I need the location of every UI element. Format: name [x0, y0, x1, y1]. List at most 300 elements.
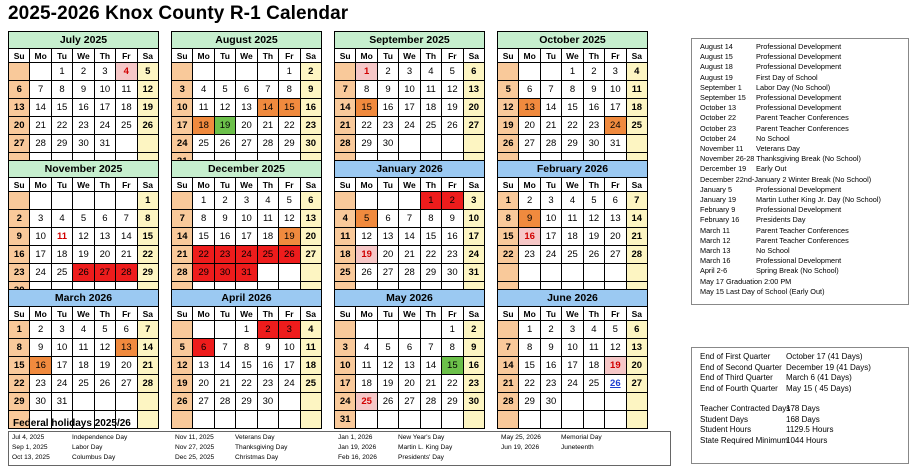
weekday-header: Sa	[626, 49, 647, 63]
total-label: Student Days	[700, 414, 749, 424]
day-cell: 10	[562, 339, 583, 357]
weekday-header: We	[399, 307, 420, 321]
month-header: March 2026	[9, 290, 159, 307]
day-cell: 15	[236, 357, 257, 375]
weekday-header: We	[73, 49, 94, 63]
day-cell: 15	[9, 357, 30, 375]
federal-holidays-table	[8, 431, 671, 466]
day-cell	[335, 63, 356, 81]
federal-holiday-name: Veterans Day	[235, 434, 275, 441]
day-cell: 14	[540, 99, 561, 117]
day-cell: 26	[583, 246, 604, 264]
day-cell: 1	[356, 63, 377, 81]
day-cell: 18	[193, 117, 214, 135]
day-cell: 2	[214, 192, 235, 210]
day-cell	[498, 63, 519, 81]
weekday-header: Su	[498, 307, 519, 321]
total-value: 168 Days	[786, 414, 820, 424]
day-cell: 17	[540, 228, 561, 246]
day-cell: 9	[30, 339, 51, 357]
day-cell: 31	[605, 135, 626, 153]
day-cell: 23	[442, 246, 463, 264]
weekday-header: Su	[498, 49, 519, 63]
day-cell: 9	[540, 339, 561, 357]
day-cell: 23	[583, 117, 604, 135]
day-cell: 5	[377, 339, 398, 357]
day-cell: 24	[279, 375, 300, 393]
event-description: No School	[756, 246, 790, 255]
day-cell	[562, 393, 583, 411]
day-cell: 22	[442, 375, 463, 393]
day-cell: 24	[335, 393, 356, 411]
month-header: October 2025	[498, 32, 648, 49]
day-cell: 8	[236, 339, 257, 357]
day-cell: 12	[137, 81, 158, 99]
day-cell: 11	[335, 228, 356, 246]
day-cell: 20	[116, 357, 137, 375]
day-cell: 28	[335, 135, 356, 153]
day-cell: 2	[73, 63, 94, 81]
federal-holiday-date: May 25, 2026	[501, 434, 541, 441]
day-cell: 22	[137, 246, 158, 264]
quarter-value: May 15 ( 45 Days)	[786, 383, 852, 393]
day-cell: 28	[116, 264, 137, 282]
day-cell: 7	[399, 210, 420, 228]
day-cell: 20	[399, 375, 420, 393]
day-cell: 10	[172, 99, 193, 117]
day-cell: 18	[257, 228, 278, 246]
day-cell: 25	[193, 135, 214, 153]
day-cell: 14	[137, 339, 158, 357]
day-cell: 17	[335, 375, 356, 393]
day-cell: 30	[463, 393, 484, 411]
weekday-header: Su	[172, 178, 193, 192]
weekday-header: Th	[420, 178, 441, 192]
day-cell: 3	[30, 210, 51, 228]
day-cell: 3	[172, 81, 193, 99]
day-cell: 24	[463, 246, 484, 264]
event-description: Professional Development	[756, 184, 842, 194]
day-cell: 21	[257, 117, 278, 135]
day-cell: 26	[442, 117, 463, 135]
day-cell	[519, 264, 540, 282]
day-cell: 21	[420, 375, 441, 393]
day-cell: 6	[399, 339, 420, 357]
day-cell: 17	[172, 117, 193, 135]
day-cell: 13	[519, 99, 540, 117]
weekday-header: Tu	[540, 178, 561, 192]
day-cell	[9, 63, 30, 81]
event-date: March 11	[700, 225, 730, 235]
weekday-header: Th	[583, 178, 604, 192]
day-cell	[540, 63, 561, 81]
weekday-header: We	[73, 178, 94, 192]
day-cell: 29	[236, 393, 257, 411]
month-header: May 2026	[335, 290, 485, 307]
day-cell: 19	[605, 357, 626, 375]
day-cell: 25	[583, 375, 604, 393]
event-date: October 23	[700, 123, 737, 133]
day-cell: 24	[399, 117, 420, 135]
weekday-header: Tu	[377, 49, 398, 63]
day-cell	[399, 192, 420, 210]
day-cell: 15	[519, 357, 540, 375]
day-cell: 6	[193, 339, 214, 357]
weekday-header: We	[562, 178, 583, 192]
day-cell: 11	[583, 339, 604, 357]
day-cell: 11	[300, 339, 321, 357]
day-cell: 29	[420, 264, 441, 282]
day-cell: 5	[94, 321, 115, 339]
weekday-header: Th	[257, 49, 278, 63]
day-cell: 14	[626, 210, 647, 228]
weekday-header: Tu	[51, 49, 72, 63]
quarter-value: December 19 (41 Days)	[786, 362, 871, 372]
day-cell: 17	[605, 99, 626, 117]
day-cell: 13	[399, 357, 420, 375]
day-cell: 6	[300, 192, 321, 210]
month-april-2026	[171, 289, 322, 429]
day-cell: 12	[356, 228, 377, 246]
day-cell	[626, 264, 647, 282]
day-cell: 25	[116, 117, 137, 135]
day-cell: 19	[356, 246, 377, 264]
month-june-2026	[497, 289, 648, 429]
day-cell: 19	[279, 228, 300, 246]
day-cell: 3	[399, 63, 420, 81]
day-cell: 3	[94, 63, 115, 81]
day-cell: 18	[300, 357, 321, 375]
total-label: State Required Minimum	[700, 435, 789, 445]
day-cell	[94, 393, 115, 411]
day-cell: 6	[605, 192, 626, 210]
day-cell	[540, 411, 561, 429]
day-cell: 27	[300, 246, 321, 264]
day-cell: 25	[335, 264, 356, 282]
day-cell: 10	[51, 339, 72, 357]
weekday-header: Th	[420, 307, 441, 321]
month-header: April 2026	[172, 290, 322, 307]
day-cell: 15	[442, 357, 463, 375]
day-cell	[214, 63, 235, 81]
day-cell: 9	[257, 339, 278, 357]
day-cell: 21	[626, 228, 647, 246]
weekday-header: Fr	[279, 307, 300, 321]
federal-holiday-date: Jan 19, 2026	[338, 444, 377, 451]
day-cell	[498, 264, 519, 282]
day-cell: 2	[519, 192, 540, 210]
event-row	[700, 134, 790, 143]
day-cell: 14	[116, 228, 137, 246]
quarters-box	[691, 347, 909, 464]
day-cell: 26	[214, 135, 235, 153]
day-cell: 19	[214, 117, 235, 135]
weekday-header: Tu	[540, 49, 561, 63]
day-cell: 30	[73, 135, 94, 153]
day-cell	[51, 192, 72, 210]
event-date: October 13	[700, 103, 737, 113]
federal-holiday-date: Nov 27, 2025	[175, 444, 215, 451]
day-cell: 5	[279, 192, 300, 210]
day-cell	[257, 63, 278, 81]
weekday-header: Mo	[356, 307, 377, 321]
day-cell: 22	[356, 117, 377, 135]
event-row	[700, 144, 800, 153]
day-cell: 26	[94, 375, 115, 393]
weekday-header: Tu	[51, 307, 72, 321]
event-row	[700, 154, 861, 163]
day-cell	[399, 411, 420, 429]
day-cell: 5	[498, 81, 519, 99]
day-cell: 7	[137, 321, 158, 339]
weekday-header: We	[399, 178, 420, 192]
month-header: June 2026	[498, 290, 648, 307]
day-cell: 15	[193, 228, 214, 246]
day-cell: 5	[137, 63, 158, 81]
day-cell: 22	[193, 246, 214, 264]
day-cell	[356, 321, 377, 339]
weekday-header: Tu	[214, 49, 235, 63]
day-cell	[626, 135, 647, 153]
day-cell: 8	[51, 81, 72, 99]
day-cell: 26	[172, 393, 193, 411]
event-description: Professional Development	[756, 42, 842, 51]
weekday-header: Tu	[540, 307, 561, 321]
day-cell: 2	[9, 210, 30, 228]
event-row	[700, 164, 786, 173]
day-cell: 23	[377, 117, 398, 135]
day-cell: 16	[377, 99, 398, 117]
day-cell	[583, 264, 604, 282]
weekday-header: Tu	[214, 178, 235, 192]
day-cell: 15	[137, 228, 158, 246]
day-cell: 5	[214, 81, 235, 99]
day-cell: 6	[626, 321, 647, 339]
day-cell: 9	[463, 339, 484, 357]
day-cell: 6	[463, 63, 484, 81]
event-description: Professional Development	[756, 52, 842, 62]
federal-holiday-name: Labor Day	[72, 444, 103, 451]
day-cell: 8	[498, 210, 519, 228]
day-cell: 21	[172, 246, 193, 264]
event-description: Presidents Day	[756, 215, 806, 225]
day-cell	[236, 411, 257, 429]
weekday-header: Fr	[279, 49, 300, 63]
day-cell	[193, 63, 214, 81]
weekday-header: Th	[94, 307, 115, 321]
day-cell: 3	[51, 321, 72, 339]
day-cell: 31	[51, 393, 72, 411]
weekday-header: We	[236, 178, 257, 192]
weekday-header: Su	[335, 307, 356, 321]
day-cell: 24	[30, 264, 51, 282]
event-description: No School	[756, 133, 790, 143]
day-cell: 11	[51, 228, 72, 246]
weekday-header: Fr	[116, 49, 137, 63]
day-cell: 30	[30, 393, 51, 411]
day-cell	[300, 264, 321, 282]
day-cell: 9	[442, 210, 463, 228]
day-cell: 13	[463, 81, 484, 99]
weekday-header: Th	[94, 178, 115, 192]
event-description: Parent Teacher Conferences	[756, 225, 849, 235]
day-cell: 21	[214, 375, 235, 393]
event-description: Professional Development	[756, 93, 842, 102]
month-august-2025	[171, 31, 322, 171]
day-cell: 25	[562, 246, 583, 264]
day-cell: 27	[236, 135, 257, 153]
event-date: August 15	[700, 52, 733, 62]
day-cell: 11	[116, 81, 137, 99]
day-cell: 12	[73, 228, 94, 246]
day-cell: 3	[605, 63, 626, 81]
month-march-2026	[8, 289, 159, 429]
event-row	[700, 185, 841, 194]
day-cell: 20	[519, 117, 540, 135]
day-cell: 17	[279, 357, 300, 375]
day-cell: 21	[137, 357, 158, 375]
page-title: 2025-2026 Knox County R-1 Calendar	[8, 3, 349, 24]
day-cell: 25	[300, 375, 321, 393]
weekday-header: Sa	[300, 49, 321, 63]
total-row	[700, 404, 820, 413]
day-cell: 19	[172, 375, 193, 393]
day-cell	[463, 411, 484, 429]
federal-holiday-date: Dec 25, 2025	[175, 454, 215, 461]
weekday-header: We	[562, 49, 583, 63]
day-cell	[420, 321, 441, 339]
weekday-header: Fr	[279, 178, 300, 192]
day-cell	[279, 264, 300, 282]
day-cell: 9	[519, 210, 540, 228]
day-cell: 22	[562, 117, 583, 135]
event-date: May 17 Graduation 2:00 PM	[700, 276, 792, 286]
month-february-2026	[497, 160, 648, 300]
day-cell: 9	[9, 228, 30, 246]
day-cell: 14	[172, 228, 193, 246]
day-cell: 23	[30, 375, 51, 393]
day-cell: 11	[257, 210, 278, 228]
day-cell: 22	[51, 117, 72, 135]
day-cell: 27	[463, 117, 484, 135]
day-cell: 19	[377, 375, 398, 393]
day-cell: 16	[583, 99, 604, 117]
day-cell	[605, 393, 626, 411]
day-cell: 21	[540, 117, 561, 135]
day-cell: 6	[9, 81, 30, 99]
day-cell: 17	[51, 357, 72, 375]
weekday-header: Fr	[116, 178, 137, 192]
day-cell: 11	[73, 339, 94, 357]
day-cell: 10	[335, 357, 356, 375]
event-row	[700, 103, 841, 112]
weekday-header: We	[73, 307, 94, 321]
day-cell: 2	[442, 192, 463, 210]
total-value: 178 Days	[786, 404, 820, 413]
day-cell: 1	[193, 192, 214, 210]
federal-holiday-name: Columbus Day	[72, 454, 116, 461]
federal-holiday-name: Presidents' Day	[398, 454, 444, 461]
day-cell: 4	[583, 321, 604, 339]
event-description: Professional Development	[756, 256, 842, 266]
event-date: February 16	[700, 215, 740, 225]
weekday-header: Fr	[442, 49, 463, 63]
total-row	[700, 436, 827, 445]
event-date: March 13	[700, 246, 731, 255]
event-row	[700, 256, 841, 265]
event-row	[700, 195, 881, 204]
event-description: First Day of School	[756, 72, 818, 82]
event-description: Professional Development	[756, 205, 842, 215]
event-description: Professional Development	[756, 62, 842, 72]
day-cell: 1	[442, 321, 463, 339]
weekday-header: Su	[9, 49, 30, 63]
day-cell: 1	[279, 63, 300, 81]
day-cell: 11	[562, 210, 583, 228]
weekday-header: Tu	[377, 307, 398, 321]
day-cell: 2	[540, 321, 561, 339]
day-cell	[626, 393, 647, 411]
day-cell: 6	[94, 210, 115, 228]
day-cell: 16	[30, 357, 51, 375]
day-cell: 16	[214, 228, 235, 246]
day-cell: 30	[300, 135, 321, 153]
event-row	[700, 42, 841, 51]
day-cell: 30	[257, 393, 278, 411]
day-cell: 13	[300, 210, 321, 228]
weekday-header: Mo	[356, 49, 377, 63]
day-cell: 18	[420, 99, 441, 117]
day-cell: 18	[116, 99, 137, 117]
day-cell: 16	[73, 99, 94, 117]
day-cell: 18	[335, 246, 356, 264]
day-cell	[193, 411, 214, 429]
day-cell: 18	[73, 357, 94, 375]
weekday-header: Sa	[626, 307, 647, 321]
day-cell	[498, 411, 519, 429]
day-cell: 13	[377, 228, 398, 246]
month-header: December 2025	[172, 161, 322, 178]
day-cell: 11	[356, 357, 377, 375]
day-cell: 14	[335, 99, 356, 117]
day-cell: 7	[214, 339, 235, 357]
event-date: Dercember 19	[700, 164, 747, 174]
day-cell: 30	[214, 264, 235, 282]
quarter-row	[700, 352, 862, 361]
weekday-header: Sa	[626, 178, 647, 192]
events-list	[691, 38, 909, 305]
day-cell: 10	[463, 210, 484, 228]
day-cell: 1	[498, 192, 519, 210]
weekday-header: Fr	[605, 307, 626, 321]
event-description: Parent Teacher Conferences	[756, 235, 849, 245]
day-cell: 1	[420, 192, 441, 210]
weekday-header: Sa	[463, 307, 484, 321]
day-cell	[257, 411, 278, 429]
day-cell: 4	[626, 63, 647, 81]
day-cell: 20	[626, 357, 647, 375]
day-cell: 28	[257, 135, 278, 153]
day-cell: 29	[442, 393, 463, 411]
event-date: November 26-28 Thanksgiving Break (No School)	[700, 154, 861, 164]
day-cell: 24	[172, 135, 193, 153]
day-cell: 11	[420, 81, 441, 99]
day-cell	[73, 192, 94, 210]
day-cell: 26	[377, 393, 398, 411]
federal-holiday-name: Independence Day	[72, 434, 128, 441]
event-date: October 22	[700, 113, 737, 123]
weekday-header: Th	[583, 49, 604, 63]
